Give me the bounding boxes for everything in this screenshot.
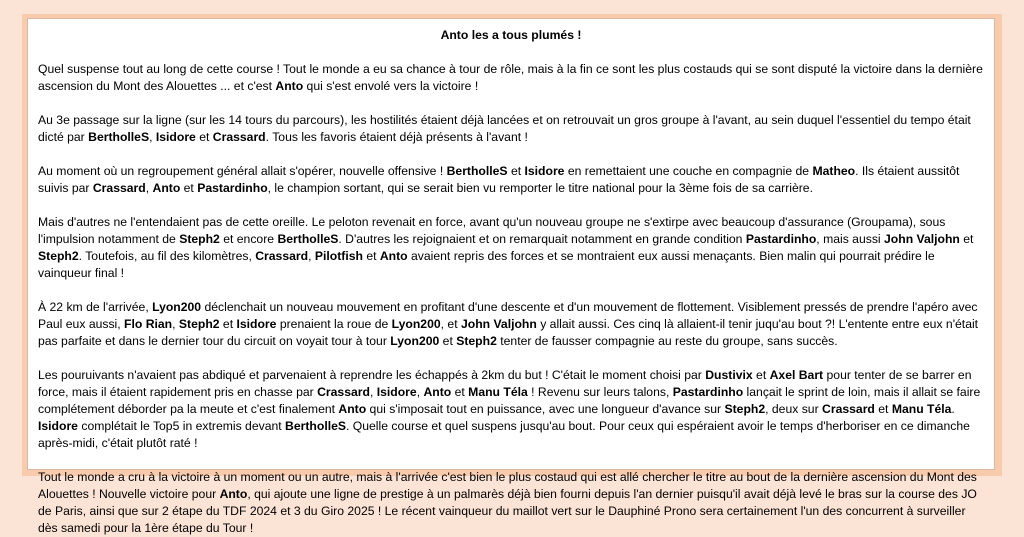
bold-name: BertholleS [88,130,150,144]
bold-name: Manu Téla [468,385,528,399]
bold-name: Crassard [92,181,146,195]
bold-name: Steph2 [38,249,79,263]
bold-name: Anto [338,402,367,416]
text-box[interactable] [27,18,995,535]
bold-name: Pastardinho [197,181,268,195]
bold-name: Lyon200 [390,334,440,348]
bold-name: Matheo [812,164,856,178]
bold-name: Crassard [255,249,309,263]
bold-name: Axel Bart [769,368,824,382]
paragraph: À 22 km de l'arrivée, Lyon200 déclenchait un nouveau mouvement en profitant d'une descente et d'un mouvement de flottement. Visiblement pressés de prendre l'apéro avec Paul eux aussi, Flo Rian, Steph2 et Isidore prenaient la roue de Lyon200, et John Valjohn y allait aussi. Ces cinq là allaient-il tenir juqu'au bout ?! L'entente entre eux n'était pas parfaite et dans le dernier tour du circuit on voyait tour à tour Lyon200 et Steph2 tenter de fausser compagnie au reste du groupe, sans succès. [38,300,979,348]
bold-name: Anto [379,249,408,263]
bold-name: Steph2 [724,402,766,416]
bold-name: Anto [275,79,304,93]
bold-name: Anto [152,181,181,195]
bold-name: Isidore [236,317,277,331]
bold-name: Flo Rian [124,317,173,331]
paragraph: Au 3e passage sur la ligne (sur les 14 tours du parcours), les hostilités étaient déjà lancées et on retrouvait un gros groupe à l'avant, au sein duquel l'essentiel du tempo était dicté par BertholleS, Isidore et Crassard. Tous les favoris étaient déjà présents à l'avant ! [38,113,971,144]
paragraph: Au moment où un regroupement général allait s'opérer, nouvelle offensive ! BertholleS et Isidore en remettaient une couche en compagnie de Matheo. Ils étaient aussitôt suivis par Crassard, Anto et Pastardinho, le champion sortant, qui se serait bien vu remporter le titre national pour la 3ème fois de sa carrière. [38,164,960,195]
bold-name: Steph2 [178,317,220,331]
paragraph: Quel suspense tout au long de cette course ! Tout le monde a eu sa chance à tour de rôle, mais à la fin ce sont les plus costauds qui se sont disputé la victoire dans la dernière ascension du Mont des Alouettes ... et c'est Anto qui s'est envolé vers la victoire ! [38,62,983,93]
bold-name: Isidore [38,419,78,433]
bold-name: Anto [219,487,248,501]
bold-name: Pilotfish [314,249,363,263]
bold-name: BertholleS [285,419,346,433]
bold-name: John Valjohn [884,232,960,246]
bold-name: Lyon200 [391,317,441,331]
document-frame [22,14,1002,535]
bold-name: Steph2 [179,232,220,246]
bold-name: BertholleS [446,164,508,178]
bold-name: BertholleS [277,232,339,246]
paragraph: Tout le monde a cru à la victoire à un moment ou un autre, mais à l'arrivée c'est bien le plus costaud qui est allé chercher le titre au bout de la dernière ascension du Mont des Alouettes ! Nouvelle victoire pour Anto, qui ajoute une ligne de prestige à un palmarès déjà bien fourni depuis l'an dernier puisqu'il avait déjà levé le bras sur la course des JO de Paris, ainsi que sur 2 étape du TDF 2024 et 3 du Giro 2025 ! Le récent vainqueur du maillot vert sur le Dauphiné Prono sera certainement l'un des concurrent à surveiller dès samedi pour la 1ère étape du Tour ! [38,470,977,535]
bold-name: Isidore [376,385,417,399]
bold-name: Steph2 [456,334,497,348]
paragraph: Les pouruivants n'avaient pas abdiqué et parvenaient à reprendre les échappés à 2km du but ! C'était le moment choisi par Dustivix et Axel Bart pour tenter de se barrer en force, mais il étaient rapidement pris en chasse par Crassard, Isidore, Anto et Manu Téla ! Revenu sur leurs talons, Pastardinho lançait le sprint de loin, mais il allait se faire complétement déborder pa la meute et c'est finalement Anto qui s'imposait tout en puissance, avec une longueur d'avance sur Steph2, deux sur Crassard et Manu Téla. Isidore complétait le Top5 in extremis devant BertholleS. Quelle course et quel suspens jusqu'au bout. Pour ceux qui espéraient avoir le temps d'herboriser en ce dimanche après-midi, c'était plutôt raté ! [38,368,981,450]
bold-name: Crassard [822,402,875,416]
bold-name: Dustivix [705,368,753,382]
bold-name: Anto [423,385,452,399]
bold-name: Isidore [155,130,196,144]
paragraph: Mais d'autres ne l'entendaient pas de cette oreille. Le peloton revenait en force, avant qu'un nouveau groupe ne s'extirpe avec beaucoup d'assurance (Groupama), sous l'impulsion notamment de Steph2 et encore BertholleS. D'autres les rejoignaient et on remarquait notamment en grande condition Pastardinho, mais aussi John Valjohn et Steph2. Toutefois, au fil des kilomètres, Crassard, Pilotfish et Anto avaient repris des forces et se montraient eux aussi menaçants. Bien malin qui pourrait prédire le vainqueur final ! [38,215,974,280]
bold-name: Pastardinho [745,232,817,246]
bold-name: Crassard [212,130,266,144]
bold-name: John Valjohn [460,317,537,331]
article-title: Anto les a tous plumés ! [440,28,582,42]
bold-name: Pastardinho [672,385,744,399]
bold-name: Manu Téla [891,402,952,416]
bold-name: Crassard [317,385,370,399]
bold-name: Isidore [524,164,565,178]
bold-name: Lyon200 [152,300,202,314]
